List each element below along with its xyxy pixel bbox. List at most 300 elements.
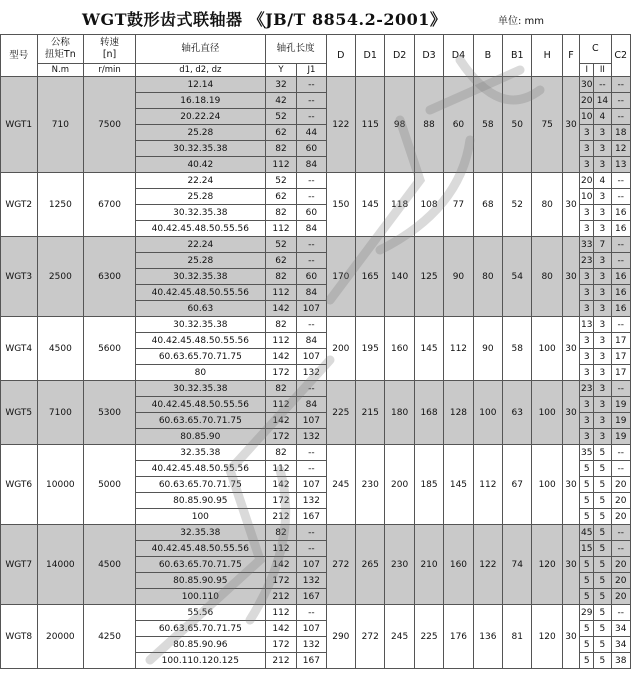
c-i-cell: 5 — [580, 493, 594, 509]
c-ii-cell: 3 — [594, 285, 611, 301]
bore-diameter-cell: 55.56 — [135, 605, 265, 621]
bore-length-j1-cell: 84 — [297, 397, 326, 413]
bore-length-j1-cell: 84 — [297, 157, 326, 173]
header-model: 型号 — [1, 35, 38, 77]
speed-cell: 5600 — [84, 317, 136, 381]
c-i-cell: 45 — [580, 525, 594, 541]
c-ii-cell: 3 — [594, 253, 611, 269]
bore-length-y-cell: 112 — [265, 397, 296, 413]
c2-cell: -- — [611, 189, 630, 205]
bore-diameter-cell: 40.42.45.48.50.55.56 — [135, 221, 265, 237]
c2-cell: 19 — [611, 397, 630, 413]
dim-D-cell: 290 — [326, 605, 355, 669]
dim-D4-cell: 160 — [444, 525, 473, 605]
model-cell: WGT1 — [1, 77, 38, 173]
c-ii-cell: 5 — [594, 605, 611, 621]
dim-D1-cell: 195 — [356, 317, 385, 381]
torque-cell: 4500 — [37, 317, 84, 381]
dim-D3-cell: 210 — [414, 525, 443, 605]
model-cell: WGT6 — [1, 445, 38, 525]
header-torque-unit: N.m — [37, 64, 84, 77]
c2-cell: 34 — [611, 637, 630, 653]
c-i-cell: 3 — [580, 301, 594, 317]
c2-cell: 38 — [611, 653, 630, 669]
table-row — [1, 173, 631, 189]
unit-label: 单位: mm — [498, 16, 545, 27]
dim-D4-cell: 112 — [444, 317, 473, 381]
bore-length-j1-cell: 60 — [297, 205, 326, 221]
bore-diameter-cell: 40.42 — [135, 157, 265, 173]
c-i-cell: 5 — [580, 461, 594, 477]
bore-diameter-cell: 80 — [135, 365, 265, 381]
c2-cell: 20 — [611, 509, 630, 525]
bore-diameter-cell: 32.35.38 — [135, 525, 265, 541]
bore-diameter-cell: 60.63.65.70.71.75 — [135, 621, 265, 637]
bore-length-j1-cell: -- — [297, 525, 326, 541]
c2-cell: 16 — [611, 269, 630, 285]
header-D3: D3 — [414, 35, 443, 77]
dim-D1-cell: 145 — [356, 173, 385, 237]
header-B1: B1 — [503, 35, 532, 77]
header-bore-length-y: Y — [265, 64, 296, 77]
c2-cell: 13 — [611, 157, 630, 173]
bore-length-y-cell: 112 — [265, 285, 296, 301]
c-ii-cell: 3 — [594, 413, 611, 429]
dim-D1-cell: 265 — [356, 525, 385, 605]
header-C-II: II — [594, 64, 611, 77]
dim-D3-cell: 185 — [414, 445, 443, 525]
bore-length-y-cell: 82 — [265, 525, 296, 541]
speed-cell: 5000 — [84, 445, 136, 525]
c-i-cell: 23 — [580, 253, 594, 269]
dim-F-cell: 30 — [562, 445, 579, 525]
bore-length-y-cell: 172 — [265, 493, 296, 509]
c-ii-cell: 5 — [594, 621, 611, 637]
c-ii-cell: 3 — [594, 397, 611, 413]
bore-diameter-cell: 30.32.35.38 — [135, 205, 265, 221]
header-C2: C2 — [611, 35, 630, 77]
torque-cell: 710 — [37, 77, 84, 173]
c-i-cell: 3 — [580, 365, 594, 381]
dim-D3-cell: 168 — [414, 381, 443, 445]
bore-length-j1-cell: 60 — [297, 141, 326, 157]
bore-diameter-cell: 32.35.38 — [135, 445, 265, 461]
bore-length-j1-cell: 84 — [297, 333, 326, 349]
c-ii-cell: 3 — [594, 365, 611, 381]
bore-length-y-cell: 82 — [265, 205, 296, 221]
bore-diameter-cell: 80.85.90.95 — [135, 573, 265, 589]
c-ii-cell: -- — [594, 77, 611, 93]
c2-cell: 16 — [611, 285, 630, 301]
dim-F-cell: 30 — [562, 317, 579, 381]
dim-H-cell: 100 — [532, 445, 562, 525]
table-row — [1, 445, 631, 461]
table-row — [1, 77, 631, 93]
dim-D2-cell: 160 — [385, 317, 414, 381]
c-i-cell: 5 — [580, 653, 594, 669]
model-cell: WGT7 — [1, 525, 38, 605]
dim-B-cell: 136 — [473, 605, 502, 669]
dim-F-cell: 30 — [562, 237, 579, 317]
bore-length-y-cell: 142 — [265, 413, 296, 429]
dim-H-cell: 120 — [532, 605, 562, 669]
c-i-cell: 10 — [580, 189, 594, 205]
bore-diameter-cell: 60.63.65.70.71.75 — [135, 477, 265, 493]
header-B: B — [473, 35, 502, 77]
c-i-cell: 35 — [580, 445, 594, 461]
speed-cell: 5300 — [84, 381, 136, 445]
header-C-I: I — [580, 64, 594, 77]
bore-diameter-cell: 100.110 — [135, 589, 265, 605]
c-ii-cell: 4 — [594, 173, 611, 189]
c-i-cell: 3 — [580, 205, 594, 221]
bore-length-j1-cell: 44 — [297, 125, 326, 141]
table-row — [1, 381, 631, 397]
bore-length-y-cell: 112 — [265, 461, 296, 477]
bore-length-j1-cell: 107 — [297, 349, 326, 365]
bore-length-y-cell: 82 — [265, 317, 296, 333]
dim-B1-cell: 54 — [503, 237, 532, 317]
dim-D1-cell: 215 — [356, 381, 385, 445]
bore-length-y-cell: 112 — [265, 541, 296, 557]
model-cell: WGT8 — [1, 605, 38, 669]
c2-cell: -- — [611, 317, 630, 333]
c-ii-cell: 3 — [594, 269, 611, 285]
dim-B1-cell: 74 — [503, 525, 532, 605]
bore-length-j1-cell: 107 — [297, 413, 326, 429]
c2-cell: -- — [611, 461, 630, 477]
dim-B-cell: 68 — [473, 173, 502, 237]
c2-cell: 17 — [611, 333, 630, 349]
title-bar — [0, 0, 631, 34]
dim-D4-cell: 60 — [444, 77, 473, 173]
bore-length-y-cell: 52 — [265, 237, 296, 253]
bore-length-j1-cell: 167 — [297, 589, 326, 605]
dim-H-cell: 100 — [532, 381, 562, 445]
dim-D-cell: 122 — [326, 77, 355, 173]
dim-D-cell: 225 — [326, 381, 355, 445]
dim-F-cell: 30 — [562, 77, 579, 173]
c2-cell: 20 — [611, 589, 630, 605]
c2-cell: -- — [611, 541, 630, 557]
bore-length-j1-cell: 132 — [297, 573, 326, 589]
c-i-cell: 5 — [580, 573, 594, 589]
c-i-cell: 13 — [580, 317, 594, 333]
bore-length-j1-cell: -- — [297, 605, 326, 621]
bore-length-y-cell: 212 — [265, 653, 296, 669]
c-ii-cell: 5 — [594, 589, 611, 605]
dim-D4-cell: 77 — [444, 173, 473, 237]
c-ii-cell: 3 — [594, 157, 611, 173]
bore-diameter-cell: 30.32.35.38 — [135, 317, 265, 333]
c-i-cell: 5 — [580, 589, 594, 605]
header-D: D — [326, 35, 355, 77]
bore-diameter-cell: 80.85.90.96 — [135, 637, 265, 653]
c-i-cell: 10 — [580, 109, 594, 125]
dim-D-cell: 245 — [326, 445, 355, 525]
bore-length-y-cell: 142 — [265, 621, 296, 637]
c2-cell: 20 — [611, 477, 630, 493]
bore-diameter-cell: 12.14 — [135, 77, 265, 93]
bore-length-y-cell: 112 — [265, 605, 296, 621]
bore-diameter-cell: 80.85.90.95 — [135, 493, 265, 509]
header-torque: 公称 扭矩Tn — [37, 35, 84, 64]
c-i-cell: 3 — [580, 429, 594, 445]
c-i-cell: 29 — [580, 605, 594, 621]
speed-cell: 6700 — [84, 173, 136, 237]
dim-D1-cell: 230 — [356, 445, 385, 525]
dim-B1-cell: 67 — [503, 445, 532, 525]
bore-diameter-cell: 60.63.65.70.71.75 — [135, 349, 265, 365]
c-i-cell: 3 — [580, 413, 594, 429]
c-ii-cell: 3 — [594, 125, 611, 141]
c-i-cell: 23 — [580, 381, 594, 397]
c-ii-cell: 3 — [594, 333, 611, 349]
c-i-cell: 3 — [580, 221, 594, 237]
c-ii-cell: 5 — [594, 541, 611, 557]
bore-length-j1-cell: -- — [297, 381, 326, 397]
bore-length-j1-cell: -- — [297, 77, 326, 93]
bore-diameter-cell: 22.24 — [135, 173, 265, 189]
torque-cell: 10000 — [37, 445, 84, 525]
c-ii-cell: 5 — [594, 461, 611, 477]
bore-length-j1-cell: -- — [297, 317, 326, 333]
bore-diameter-cell: 25.28 — [135, 189, 265, 205]
c-ii-cell: 3 — [594, 141, 611, 157]
bore-length-j1-cell: 107 — [297, 477, 326, 493]
c2-cell: 19 — [611, 429, 630, 445]
bore-length-j1-cell: 167 — [297, 509, 326, 525]
c2-cell: -- — [611, 445, 630, 461]
header-D2: D2 — [385, 35, 414, 77]
dim-B-cell: 58 — [473, 77, 502, 173]
bore-length-j1-cell: 60 — [297, 269, 326, 285]
c-i-cell: 3 — [580, 157, 594, 173]
table-row — [1, 317, 631, 333]
bore-diameter-cell: 100 — [135, 509, 265, 525]
c2-cell: 12 — [611, 141, 630, 157]
dim-B-cell: 112 — [473, 445, 502, 525]
dim-D3-cell: 88 — [414, 77, 443, 173]
bore-diameter-cell: 80.85.90 — [135, 429, 265, 445]
bore-length-j1-cell: -- — [297, 445, 326, 461]
bore-length-y-cell: 172 — [265, 429, 296, 445]
bore-length-j1-cell: 84 — [297, 221, 326, 237]
dim-D4-cell: 145 — [444, 445, 473, 525]
dim-F-cell: 30 — [562, 381, 579, 445]
c2-cell: -- — [611, 77, 630, 93]
c2-cell: 16 — [611, 205, 630, 221]
dim-D2-cell: 118 — [385, 173, 414, 237]
c2-cell: -- — [611, 525, 630, 541]
dim-D4-cell: 128 — [444, 381, 473, 445]
c-ii-cell: 14 — [594, 93, 611, 109]
c-i-cell: 5 — [580, 477, 594, 493]
bore-length-j1-cell: 107 — [297, 557, 326, 573]
c-ii-cell: 3 — [594, 429, 611, 445]
c-i-cell: 3 — [580, 285, 594, 301]
bore-length-j1-cell: -- — [297, 173, 326, 189]
c-i-cell: 3 — [580, 269, 594, 285]
dim-D-cell: 272 — [326, 525, 355, 605]
bore-length-y-cell: 82 — [265, 445, 296, 461]
torque-cell: 2500 — [37, 237, 84, 317]
bore-length-j1-cell: -- — [297, 541, 326, 557]
dim-H-cell: 120 — [532, 525, 562, 605]
header-speed-unit: r/min — [84, 64, 136, 77]
model-cell: WGT2 — [1, 173, 38, 237]
header-bore-diameter: 轴孔直径 — [135, 35, 265, 64]
c2-cell: -- — [611, 381, 630, 397]
bore-length-j1-cell: -- — [297, 461, 326, 477]
bore-diameter-cell: 60.63.65.70.71.75 — [135, 413, 265, 429]
dim-B1-cell: 81 — [503, 605, 532, 669]
bore-length-y-cell: 62 — [265, 253, 296, 269]
bore-length-y-cell: 82 — [265, 141, 296, 157]
c2-cell: -- — [611, 109, 630, 125]
table-body — [1, 77, 631, 669]
c-ii-cell: 3 — [594, 381, 611, 397]
speed-cell: 6300 — [84, 237, 136, 317]
header-D1: D1 — [356, 35, 385, 77]
bore-diameter-cell: 16.18.19 — [135, 93, 265, 109]
bore-length-j1-cell: 167 — [297, 653, 326, 669]
dim-D4-cell: 176 — [444, 605, 473, 669]
dim-D1-cell: 115 — [356, 77, 385, 173]
bore-diameter-cell: 40.42.45.48.50.55.56 — [135, 461, 265, 477]
model-cell: WGT5 — [1, 381, 38, 445]
table-row — [1, 525, 631, 541]
c-ii-cell: 3 — [594, 301, 611, 317]
dim-D2-cell: 200 — [385, 445, 414, 525]
header-D4: D4 — [444, 35, 473, 77]
c-ii-cell: 4 — [594, 109, 611, 125]
bore-diameter-cell: 40.42.45.48.50.55.56 — [135, 397, 265, 413]
bore-diameter-cell: 40.42.45.48.50.55.56 — [135, 541, 265, 557]
dim-D3-cell: 125 — [414, 237, 443, 317]
c-ii-cell: 3 — [594, 317, 611, 333]
c-i-cell: 33 — [580, 237, 594, 253]
bore-length-y-cell: 212 — [265, 589, 296, 605]
bore-length-j1-cell: 107 — [297, 301, 326, 317]
bore-diameter-cell: 20.22.24 — [135, 109, 265, 125]
bore-diameter-cell: 40.42.45.48.50.55.56 — [135, 285, 265, 301]
c-i-cell: 20 — [580, 173, 594, 189]
dim-B-cell: 90 — [473, 317, 502, 381]
bore-length-j1-cell: -- — [297, 237, 326, 253]
dim-H-cell: 80 — [532, 173, 562, 237]
header-C: C — [580, 35, 611, 64]
c2-cell: 17 — [611, 365, 630, 381]
coupling-spec-table — [0, 34, 631, 669]
bore-length-y-cell: 142 — [265, 349, 296, 365]
bore-length-j1-cell: 132 — [297, 637, 326, 653]
c-ii-cell: 5 — [594, 573, 611, 589]
c2-cell: -- — [611, 173, 630, 189]
bore-length-y-cell: 142 — [265, 301, 296, 317]
bore-length-y-cell: 112 — [265, 221, 296, 237]
dim-B1-cell: 52 — [503, 173, 532, 237]
bore-length-y-cell: 82 — [265, 381, 296, 397]
c-ii-cell: 3 — [594, 205, 611, 221]
bore-diameter-cell: 22.24 — [135, 237, 265, 253]
dim-B-cell: 100 — [473, 381, 502, 445]
c2-cell: 34 — [611, 621, 630, 637]
c-ii-cell: 5 — [594, 525, 611, 541]
bore-diameter-cell: 40.42.45.48.50.55.56 — [135, 333, 265, 349]
table-row — [1, 237, 631, 253]
dim-H-cell: 100 — [532, 317, 562, 381]
c-ii-cell: 7 — [594, 237, 611, 253]
bore-length-y-cell: 142 — [265, 477, 296, 493]
c2-cell: -- — [611, 605, 630, 621]
bore-length-y-cell: 112 — [265, 157, 296, 173]
c-i-cell: 15 — [580, 541, 594, 557]
bore-length-j1-cell: 132 — [297, 429, 326, 445]
bore-length-j1-cell: 132 — [297, 493, 326, 509]
torque-cell: 7100 — [37, 381, 84, 445]
torque-cell: 1250 — [37, 173, 84, 237]
header-speed: 转速 [n] — [84, 35, 136, 64]
dim-D2-cell: 180 — [385, 381, 414, 445]
table-row — [1, 605, 631, 621]
bore-length-y-cell: 52 — [265, 109, 296, 125]
bore-length-y-cell: 42 — [265, 93, 296, 109]
dim-B-cell: 80 — [473, 237, 502, 317]
dim-D3-cell: 145 — [414, 317, 443, 381]
torque-cell: 14000 — [37, 525, 84, 605]
dim-B-cell: 122 — [473, 525, 502, 605]
c-i-cell: 3 — [580, 125, 594, 141]
bore-length-y-cell: 172 — [265, 365, 296, 381]
c-ii-cell: 3 — [594, 189, 611, 205]
bore-length-y-cell: 62 — [265, 189, 296, 205]
bore-length-y-cell: 52 — [265, 173, 296, 189]
dim-D2-cell: 140 — [385, 237, 414, 317]
bore-diameter-cell: 100.110.120.125 — [135, 653, 265, 669]
c2-cell: 16 — [611, 221, 630, 237]
speed-cell: 4250 — [84, 605, 136, 669]
bore-length-j1-cell: 132 — [297, 365, 326, 381]
bore-length-y-cell: 172 — [265, 573, 296, 589]
c-ii-cell: 5 — [594, 493, 611, 509]
c-ii-cell: 3 — [594, 221, 611, 237]
bore-length-j1-cell: -- — [297, 93, 326, 109]
bore-length-j1-cell: 84 — [297, 285, 326, 301]
dim-D1-cell: 272 — [356, 605, 385, 669]
bore-length-y-cell: 212 — [265, 509, 296, 525]
c2-cell: 16 — [611, 301, 630, 317]
dim-D3-cell: 108 — [414, 173, 443, 237]
bore-length-j1-cell: -- — [297, 189, 326, 205]
c2-cell: 19 — [611, 413, 630, 429]
c2-cell: 18 — [611, 125, 630, 141]
dim-D2-cell: 245 — [385, 605, 414, 669]
header-bore-length-j1: J1 — [297, 64, 326, 77]
bore-length-y-cell: 82 — [265, 269, 296, 285]
c-ii-cell: 5 — [594, 637, 611, 653]
c-ii-cell: 5 — [594, 653, 611, 669]
dim-B1-cell: 63 — [503, 381, 532, 445]
c2-cell: -- — [611, 93, 630, 109]
bore-length-j1-cell: -- — [297, 109, 326, 125]
c-ii-cell: 5 — [594, 445, 611, 461]
c-ii-cell: 5 — [594, 557, 611, 573]
c-ii-cell: 5 — [594, 509, 611, 525]
dim-D3-cell: 225 — [414, 605, 443, 669]
bore-length-y-cell: 62 — [265, 125, 296, 141]
c-i-cell: 20 — [580, 93, 594, 109]
